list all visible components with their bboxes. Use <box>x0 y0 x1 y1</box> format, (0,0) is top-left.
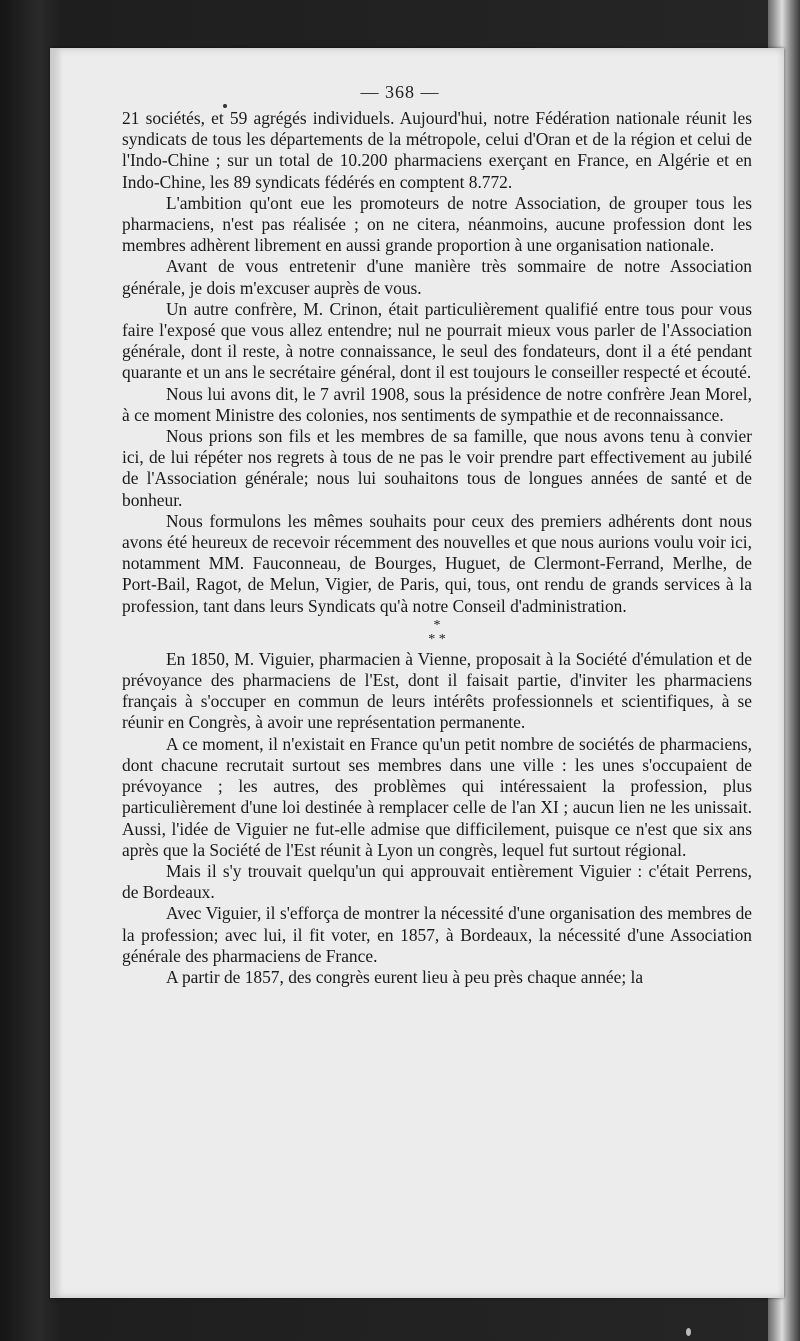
paragraph-5: Nous lui avons dit, le 7 avril 1908, sous la présidence de notre confrère Jean Morel, à ce moment Ministre des colonies, nos sentiments de sympathie et de reconnaissance. <box>122 383 752 425</box>
page-number: — 368 — <box>360 82 440 102</box>
body-text <box>122 108 752 988</box>
paragraph-7: Nous formulons les mêmes souhaits pour ceux des premiers adhérents dont nous avons été heureux de recevoir récemment des nouvelles et que nous aurions voulu voir ici, notamment MM. Fauconneau, de Bourges, Huguet, de Clermont-Ferrand, Merlhe, de Port-Bail, Ragot, de Melun, Vigier, de Paris, qui, tous, ont rendu de grands services à la profession, tant dans leurs Syndicats qu'à notre Conseil d'administration. <box>122 510 752 616</box>
paragraph-9: A ce moment, il n'existait en France qu'un petit nombre de sociétés de pharmaciens, dont chacune recrutait surtout ses membres dans une ville : les unes s'occupaient de prévoyance ; les autres, des problèmes qui intéressaient la profession, plus particulièrement d'une loi destinée à remplacer celle de l'an XI ; aucun lien ne les unissait. Aussi, l'idée de Viguier ne fut-elle admise que difficilement, puisque ce n'est que six ans après que la Société de l'Est réunit à Lyon un congrès, lequel fut surtout régional. <box>122 733 752 860</box>
paragraph-2: L'ambition qu'ont eue les promoteurs de notre Association, de grouper tous les pharmaciens, n'est pas réalisée ; on ne citera, néanmoins, aucune profession dont les membres adhèrent librement en aussi grande proportion à une organisation nationale. <box>122 192 752 256</box>
ink-speck <box>223 104 227 108</box>
paragraph-4: Un autre confrère, M. Crinon, était particulièrement qualifié entre tous pour vous faire l'exposé que vous allez entendre; nul ne pourrait mieux vous parler de l'Association générale, dont il reste, à notre connaissance, le seul des fondateurs, dont il a été pendant quarante et un ans le secrétaire général, dont il est toujours le conseiller respecté et écouté. <box>122 298 752 383</box>
paragraph-6: Nous prions son fils et les membres de sa famille, que nous avons tenu à convier ici, de lui répéter nos regrets à tous de ne pas le voir prendre part effectivement au jubilé de l'Association générale; nous lui souhaitons tous de longues années de santé et de bonheur. <box>122 426 752 510</box>
page-gutter-shadow <box>50 48 62 1298</box>
section-separator <box>122 617 752 649</box>
paragraph-1: 21 sociétés, et 59 agrégés individuels. Aujourd'hui, notre Fédération nationale réunit les syndicats de tous les départements de la métropole, celui d'Oran et de la région et celui de l'Indo-Chine ; sur un total de 10.200 pharmaciens exerçant en France, en Algérie et en Indo-Chine, les 89 syndicats fédérés en comptent 8.772. <box>122 108 752 192</box>
paragraph-10: Mais il s'y trouvait quelqu'un qui approuvait entièrement Viguier : c'était Perrens, de Bordeaux. <box>122 860 752 903</box>
separator-star-top: * <box>433 617 441 633</box>
paragraph-12: A partir de 1857, des congrès eurent lieu à peu près chaque année; la <box>166 966 644 987</box>
ink-speck <box>686 1328 691 1336</box>
paragraph-8: En 1850, M. Viguier, pharmacien à Vienne, proposait à la Société d'émulation et de prévoyance des pharmaciens de l'Est, dont il faisait partie, d'inviter les pharmaciens français à s'occuper en commun de leurs intérêts professionnels et scientifiques, à se réunir en Congrès, à avoir une représentation permanente. <box>122 648 752 733</box>
paragraph-3: Avant de vous entretenir d'une manière très sommaire de notre Association générale, je dois m'excuser auprès de vous. <box>122 256 752 298</box>
paragraph-11: Avec Viguier, il s'efforça de montrer la nécessité d'une organisation des membres de la profession; avec lui, il fit voter, en 1857, à Bordeaux, la nécessité d'une Association générale des pharmaciens de France. <box>122 903 752 966</box>
separator-stars-bottom: * * <box>428 631 446 647</box>
